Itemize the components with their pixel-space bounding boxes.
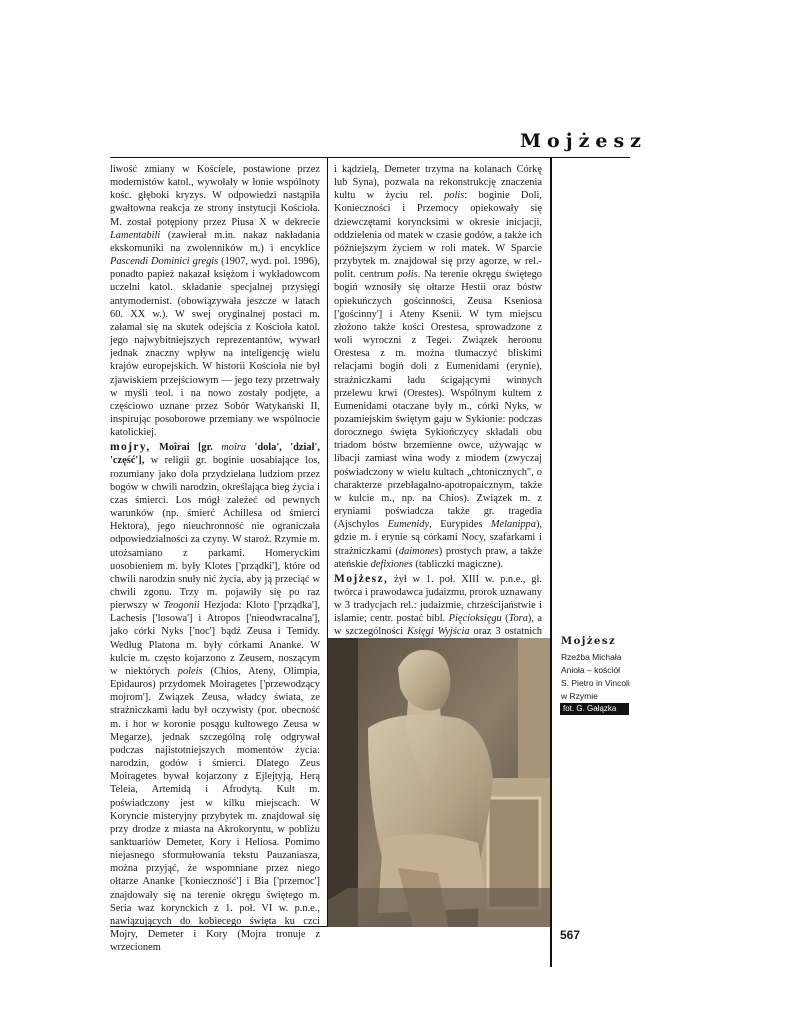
paragraph-modernism: liwość zmiany w Kościele, postawione przez modernistów katol., wywołały w łonie wspólnoty kośc. głęboki kryzys. W odpowiedzi nastąpiła gwałtowna reakcja ze strony instytucji Kościoła. M. został potępiony przez Piusa X w dekrecie Lamentabili (zawierał m.in. nakaz nakładania ekskomuniki na zwolenników m.) i encyklice Pascendi Dominici gregis (1907, wyd. pol. 1996), ponadto papież nakazał księżom i wykładowcom uczelni katol. składanie specjalnej przysięgi antymodernist. (obowiązywała jeszcze w latach 60. XX w.). W swej oryginalnej postaci m. załamał się na skutek odejścia z Kościoła katol. jego najwybitniejszych reprezentantów, wywarł jednak znaczny wpływ na inteligencję wielu krajów europejskich. W historii Kościoła nie był zjawiskiem przejściowym — jego tezy przetrwały w myśli teol. i na nowo zostały podjęte, a częściowo uznane przez Sobór Watykański II, inspirując posoborowe przemiany we wspólnocie katolickiej. [110,164,320,439]
caption-text: Rzeźba Michała Anioła – kościół S. Pietro in Vincoli w Rzymie [561,652,630,701]
caption-title: Mojżesz [561,636,617,647]
page-number: 567 [560,928,581,942]
page-title: Mojżesz [520,130,647,152]
headword-mojry: mojry, [110,441,151,454]
entry-mojry-continued: i kądzielą, Demeter trzyma na kolanach Córkę lub Syna), pozwala na rekonstrukcję znaczenia kultu w życiu rel. polis: boginie Doli, Konieczności i Przemocy opiekowały się dziewczętami koryncksimi w okresie inicjacji, oddzielenia od matek w czasie godów, a także ich późniejszym życiem w roli matek. W Sparcie przybytek m. znajdował się przy agorze, w rel.-polit. centrum polis. Na terenie okręgu świętego bogiń wznosiły się ołtarze Hestii oraz bóstw opiekuńczych gościnności, Zeusa Kseniosa ['gościnny'] i Ateny Ksenii. W tym miejscu złożono także kości Orestesa, sprowadzone z woli wyroczni z Tegei. Związek heroonu Orestesa z m. można tłumaczyć bliskimi relacjami bogiń doli z Eumenidami (erynie), strażniczkami ładu ścigającymi winnych przelewu krwi (Orestes). Wspólnym kultem z Eumenidami otaczane były m., córki Nyks, w pozamiejskim świętym gaju w Sykionie: podczas dorocznego święta Sykiończycy składali obu triadom bóstw brzemienne owce, używając w libacji zamiast wina wody z miodem (zwyczaj poświadczony w wielu kultach „chtonicznych", o charakterze przebłagalno-apotropaicznym, także w kulcie m., np. na Chios). Związek m. z eryniami poświadcza także gr. tragedia (Ajschylos Eumenidy, Eurypides Melanippa), gdzie m. i erynie są córkami Nocy, szafarkami i strażniczkami (daimones) prostych praw, a także ateńskie defixiones (tabliczki magiczne). [334,164,542,570]
photo-credit: fot. G. Gałązka [560,703,629,715]
entry-mojry: mojry, Moîrai [gr. moîra 'dola', 'dział', 'część'], w religii gr. boginie uosabiające los, rozumiany jako dola przydzielana ludziom przez bogów w chwili narodzin, określająca bieg życia i czas śmierci. Los mógł zależeć od pewnych warunków (np. śmierć Achillesa od śmierci Hektora), jego nieuchronność nie ograniczała odpowiedzialności za czyny. W staroż. Rzymie m. utożsamiano z parkami. Homeryckim uosobieniem m. były Klotes ['prządki'], które od chwili narodzin snuły nić życia, aby ją przeciąć w chwili zgonu. Trzy m. pojawiły się po raz pierwszy w Teogonii Hezjoda: Kloto ['prządka'], Lachesis ['losowa'] i Atropos ['nieodwracalna'], jako córki Nyks ['noc'] bądź Zeusa i Temidy. Według Platona m. były córkami Ananke. W kulcie m. często kojarzono z Zeusem, noszącym w niektórych poleis (Chios, Ateny, Olimpia, Epidauros) przydomek Moiragetes ['przewodzący mojrom']. Związek Zeusa, władcy świata, ze strażniczkami ładu był oczywisty (por. obecność m. i hor w koronie posągu kultowego Zeusa w Megarze), jednak szczególną rolę odgrywał podczas najistotniejszych momentów życia: narodzin, godów i śmierci. Dlatego Zeus Moiragetes bywał kojarzony z Ejlejtyją, Herą Teleia, Artemidą i Afrodytą. Kult m. poświadczony jest w kilku miejscach. W Koryncie misteryjny przybytek m. znajdował się przy drodze z miasta na Akrokoryntu, w pobliżu sanktuariów Demeter, Kory i Heliosa. Pomimo niejasnego sformułowania tekstu Pauzaniasza, można przyjąć, że wspomniane przez niego ołtarze Ananke ['konieczność'] i Bia ['przemoc'] znajdowały się na terenie okręgu świętego m. Seria waz korynckich z 1. poł. VI w. p.n.e., nawiązujących do kobiecego święta ku czci Mojry, Demeter i Kory (Mojra tronuje z wrzecionem [110,441,320,954]
header-rule [110,157,630,158]
right-column [334,163,542,638]
margin-rule [550,157,552,967]
left-column [110,163,320,954]
entry-mojzesz: Mojżesz, żył w 1. poł. XIII w. p.n.e., gł. twórca i prawodawca judaizmu, prorok uznawany w 3 tradycjach rel.: judaizmie, chrześcijaństwie i islamie; centr. postać bibl. Pięcioksięgu (Tora), a w szczególności Księgi Wyjścia oraz 3 ostatnich [334,572,542,638]
moses-statue-photo [328,638,550,927]
headword-mojzesz: Mojżesz, [334,572,389,585]
